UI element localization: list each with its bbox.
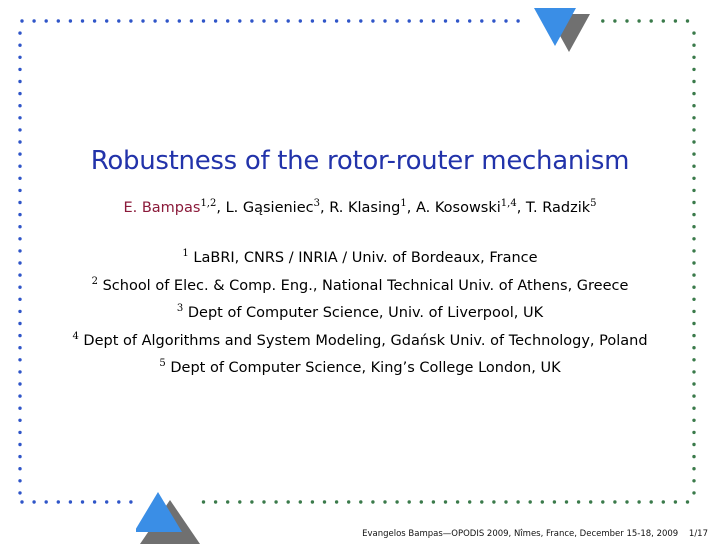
affiliation-text: Dept of Computer Science, Univ. of Liverpool, UK [183, 305, 544, 321]
affiliation-list [0, 250, 720, 388]
affiliation-text: Dept of Algorithms and System Modeling, Gdańsk Univ. of Technology, Poland [78, 332, 648, 349]
author-affiliation-mark: 5 [590, 198, 597, 209]
affiliation-text: School of Elec. & Comp. Eng., National Technical Univ. of Athens, Greece [97, 277, 629, 294]
author-affiliation-mark: 3 [313, 198, 320, 209]
affiliation-text: Dept of Computer Science, King’s College London, UK [165, 360, 561, 376]
affiliation-item [0, 305, 720, 333]
author-affiliation-mark: 1 [400, 198, 407, 209]
affiliation-text: LaBRI, CNRS / INRIA / Univ. of Bordeaux, France [188, 250, 538, 266]
author-affiliation-mark: 1,2 [200, 198, 217, 209]
slide-title: Robustness of the rotor-router mechanism [90, 146, 630, 176]
slide-footer [362, 529, 708, 539]
author-separator: , [406, 200, 416, 216]
footer-text: Evangelos Bampas—OPODIS 2009, Nîmes, France, December 15-18, 2009 [362, 529, 679, 539]
author-name: L. Gąsieniec [225, 200, 314, 216]
author-separator: , [516, 200, 526, 216]
author-affiliation-mark: 1,4 [500, 198, 517, 209]
author-name: T. Radzik [525, 200, 591, 216]
author-name: R. Klasing [329, 200, 401, 216]
affiliation-number: 1 [182, 248, 189, 259]
affiliation-item [0, 360, 720, 388]
author-separator: , [319, 200, 330, 216]
author-list [0, 200, 720, 216]
page-number: 1/17 [688, 529, 708, 539]
affiliation-item [0, 330, 720, 361]
author-name: A. Kosowski [415, 200, 501, 216]
affiliation-number: 2 [91, 275, 98, 287]
affiliation-item [0, 275, 720, 306]
top-triangle-icon [530, 6, 592, 54]
bottom-triangle-icon [136, 490, 202, 546]
affiliation-number: 5 [159, 358, 166, 369]
affiliation-number: 4 [72, 330, 79, 342]
author-separator: , [216, 200, 226, 216]
author-name: E. Bampas [123, 200, 201, 216]
affiliation-item [0, 250, 720, 278]
affiliation-number: 3 [176, 303, 184, 314]
